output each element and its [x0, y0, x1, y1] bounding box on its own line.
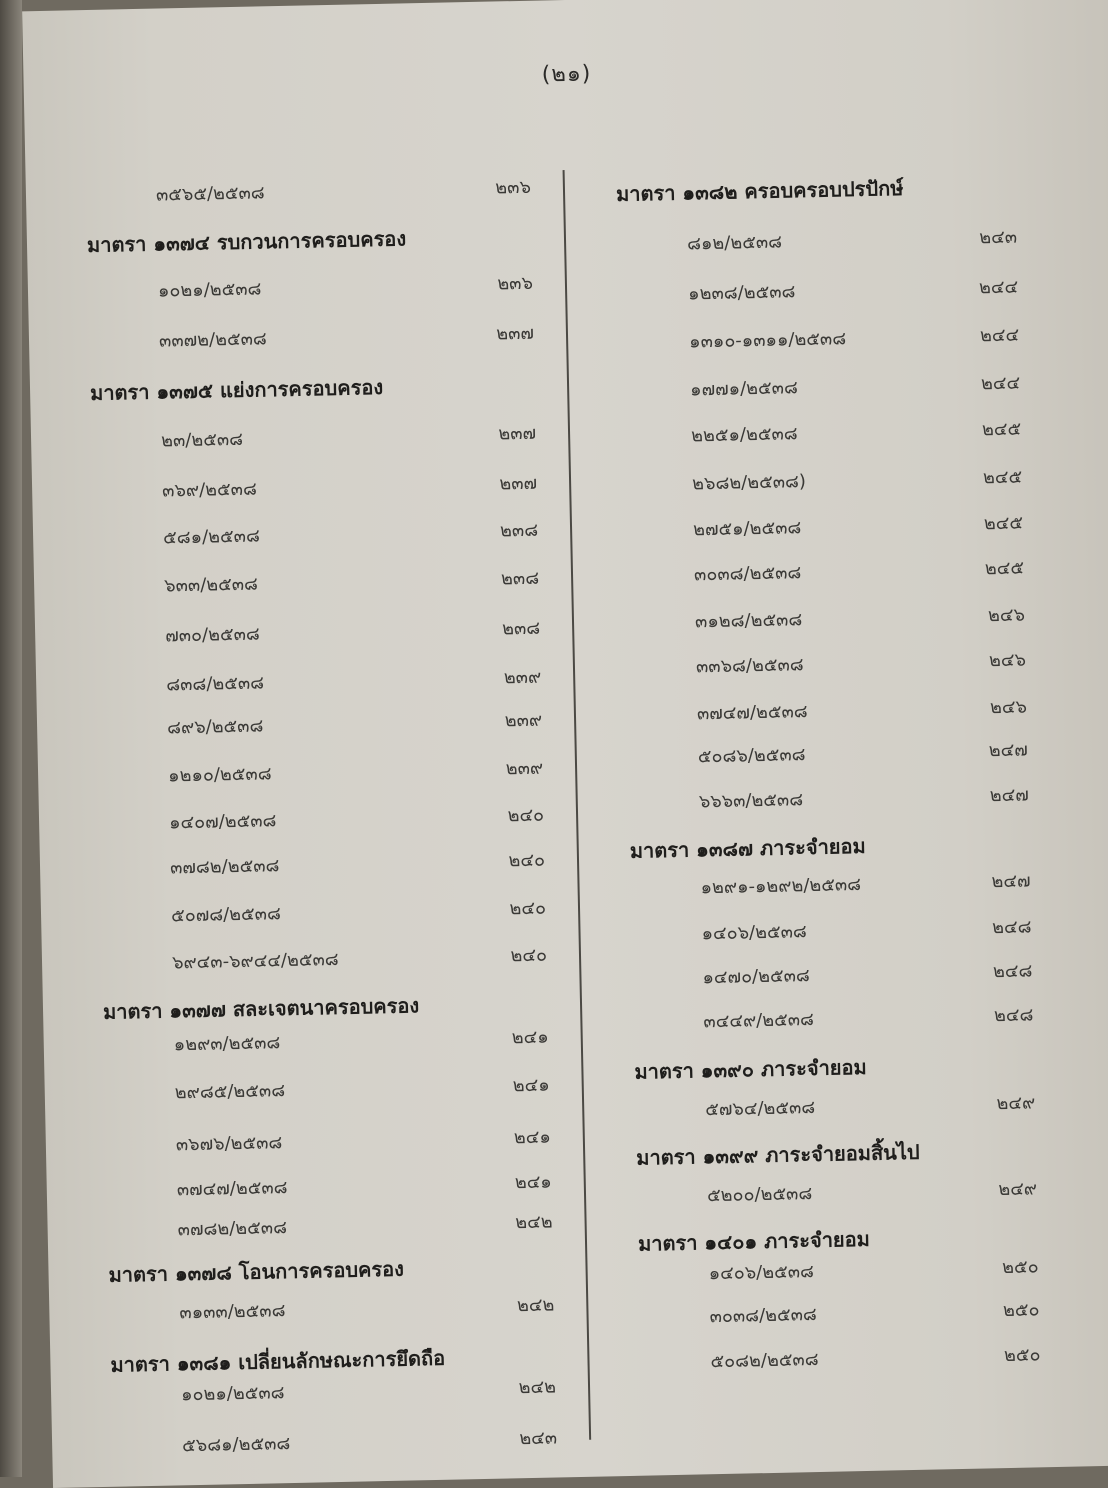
- column-divider: [563, 170, 592, 1440]
- case-reference: ๓๑๒๘/๒๕๓๘: [694, 609, 803, 633]
- case-reference: ๑๗๗๑/๒๕๓๘: [689, 377, 799, 401]
- page-ref: ๒๓๙: [503, 666, 542, 689]
- index-entry: [156, 173, 532, 211]
- page-ref: ๒๔๑: [514, 1171, 552, 1194]
- index-entry: [174, 1071, 550, 1109]
- index-entry: [701, 912, 1032, 949]
- index-entry: [173, 1023, 549, 1061]
- index-entry: [699, 780, 1030, 817]
- index-entry: [171, 894, 547, 932]
- page-ref: ๒๕๐: [1003, 1344, 1041, 1367]
- page-ref: ๒๓๖: [497, 272, 534, 295]
- page-ref: ๒๓๘: [500, 567, 540, 590]
- section-heading: มาตรา ๑๓๗๗ สละเจตนาครอบครอง: [102, 993, 420, 1024]
- section-heading: มาตรา ๑๔๐๑ ภาระจำยอม: [637, 1226, 871, 1256]
- page-ref: ๒๔๐: [507, 804, 545, 827]
- index-page: [22, 0, 1108, 1488]
- case-reference: ๓๕๖๕/๒๕๓๘: [155, 182, 265, 206]
- index-entry: [166, 663, 542, 701]
- page-ref: ๒๔๕: [981, 418, 1022, 441]
- index-entry: [688, 273, 1019, 310]
- index-entry: [181, 1372, 557, 1410]
- case-reference: ๑๐๒๑/๒๕๓๘: [157, 278, 262, 302]
- page-ref: ๒๔๗: [988, 739, 1029, 762]
- page-ref: ๒๔๙: [998, 1178, 1038, 1201]
- case-reference: ๖๓๓/๒๕๓๘: [163, 573, 259, 597]
- index-entry: [177, 1208, 553, 1246]
- page-ref: ๒๔๘: [992, 960, 1033, 983]
- page-ref: ๒๓๗: [499, 472, 538, 495]
- section-heading: มาตรา ๑๓๗๕ แย่งการครอบครอง: [89, 374, 384, 406]
- page-ref: ๒๔๒: [518, 1376, 557, 1399]
- index-entry: [177, 1168, 553, 1206]
- page-ref: ๒๔๔: [980, 372, 1021, 395]
- section-heading: มาตรา ๑๓๗๔ รบกวนการครอบครอง: [86, 226, 407, 258]
- page-ref: ๒๓๙: [504, 709, 543, 732]
- case-reference: ๑๒๙๓/๒๕๓๘: [173, 1032, 281, 1056]
- index-entry: [176, 1123, 552, 1161]
- case-reference: ๓๐๓๘/๒๕๓๘: [693, 562, 802, 586]
- index-entry: [164, 564, 540, 602]
- index-entry: [182, 1423, 558, 1461]
- case-reference: ๓๔๔๙/๒๕๓๘: [703, 1009, 815, 1033]
- section-heading: มาตรา ๑๓๙๙ ภาระจำยอมสิ้นไป: [636, 1139, 920, 1170]
- case-reference: ๕๒๐๐/๒๕๓๘: [706, 1183, 813, 1207]
- case-reference: ๒๓/๒๕๓๘: [160, 428, 244, 452]
- index-entry: [710, 1340, 1041, 1377]
- index-entry: [172, 941, 548, 979]
- case-reference: ๓๖๙/๒๕๓๘: [161, 478, 258, 502]
- page-ref: ๒๔๗: [989, 784, 1029, 807]
- case-reference: ๗๓๐/๒๕๓๘: [165, 623, 261, 647]
- case-reference: ๑๔๐๖/๒๕๓๘: [701, 921, 808, 945]
- page-ref: ๒๔๑: [513, 1126, 552, 1149]
- index-entry: [705, 1088, 1036, 1125]
- page-ref: ๒๔๒: [516, 1294, 555, 1317]
- case-reference: ๕๘๑/๒๕๓๘: [162, 525, 261, 549]
- case-reference: ๖๖๖๓/๒๕๓๘: [698, 789, 804, 813]
- case-reference: ๓๗๔๗/๒๕๓๘: [696, 701, 808, 725]
- case-reference: ๑๔๐๗/๒๕๓๘: [168, 810, 277, 834]
- case-reference: ๓๓๖๘/๒๕๓๘: [695, 654, 804, 678]
- case-reference: ๒๙๘๕/๒๕๓๘: [174, 1080, 286, 1104]
- case-reference: ๕๖๘๑/๒๕๓๘: [181, 1433, 291, 1457]
- index-entry: [697, 692, 1028, 729]
- page-ref: ๒๔๖: [989, 696, 1028, 719]
- page-ref: ๒๓๘: [501, 617, 541, 640]
- index-entry: [698, 735, 1029, 772]
- index-entry: [168, 754, 544, 792]
- case-reference: ๑๒๓๘/๒๕๓๘: [687, 281, 796, 305]
- page-ref: ๒๔๑: [511, 1026, 549, 1049]
- page-number: (๒๑): [541, 61, 592, 88]
- case-reference: ๓๗๔๗/๒๕๓๘: [176, 1177, 288, 1201]
- index-entry: [163, 516, 539, 554]
- page-ref: ๒๔๗: [991, 870, 1031, 893]
- index-entry: [695, 601, 1026, 638]
- index-entry: [687, 223, 1018, 260]
- case-reference: ๓๗๘๒/๒๕๓๘: [177, 1217, 288, 1241]
- index-entry: [702, 956, 1033, 993]
- index-entry: [165, 614, 541, 652]
- page-ref: ๒๔๙: [996, 1092, 1036, 1115]
- index-entry: [692, 463, 1023, 500]
- case-reference: ๓๓๗๒/๒๕๓๘: [158, 328, 268, 352]
- page-ref: ๒๓๘: [499, 519, 539, 542]
- index-entry: [689, 321, 1020, 358]
- page-ref: ๒๔๔: [978, 276, 1019, 299]
- page-ref: ๒๔๐: [510, 944, 548, 967]
- index-entry: [693, 509, 1024, 546]
- index-entry: [703, 1000, 1034, 1037]
- page-ref: ๒๓๗: [498, 422, 537, 445]
- case-reference: ๓๑๓๓/๒๕๓๘: [179, 1300, 286, 1324]
- index-entry: [170, 846, 546, 884]
- index-entry: [707, 1174, 1038, 1211]
- index-entry: [690, 369, 1021, 406]
- case-reference: ๒๒๕๑/๒๕๓๘: [690, 423, 798, 447]
- index-entry: [691, 415, 1022, 452]
- left-column: [82, 1, 558, 1457]
- index-entry: [169, 801, 545, 839]
- page-ref: ๒๓๙: [505, 757, 544, 780]
- page-ref: ๒๔๐: [508, 849, 546, 872]
- case-reference: ๓๐๓๘/๒๕๓๘: [709, 1304, 818, 1328]
- case-reference: ๓๖๗๖/๒๕๓๘: [175, 1132, 283, 1156]
- case-reference: ๑๔๗๐/๒๕๓๘: [702, 965, 811, 989]
- case-reference: ๘๓๘/๒๕๓๘: [166, 672, 265, 696]
- index-entry: [162, 469, 538, 507]
- case-reference: ๕๐๗๘/๒๕๓๘: [170, 903, 282, 927]
- case-reference: ๕๐๘๒/๒๕๓๘: [710, 1348, 819, 1373]
- case-reference: ๒๗๕๑/๒๕๓๘: [692, 517, 802, 541]
- index-entry: [161, 419, 537, 457]
- index-entry: [694, 554, 1025, 591]
- index-entry: [700, 866, 1031, 903]
- index-entry: [708, 1252, 1039, 1289]
- page-ref: ๒๔๔: [979, 324, 1020, 347]
- case-reference: ๑๓๑๐-๑๓๑๑/๒๕๓๘: [688, 328, 847, 353]
- case-reference: ๕๐๘๖/๒๕๓๘: [697, 744, 806, 768]
- page-ref: ๒๔๘: [991, 916, 1032, 939]
- section-heading: มาตรา ๑๓๙๐ ภาระจำยอม: [634, 1054, 867, 1084]
- page-ref: ๒๔๑: [512, 1074, 550, 1097]
- page-ref: ๒๔๕: [982, 466, 1023, 489]
- case-reference: ๑๒๙๑-๑๒๙๒/๒๕๓๘: [700, 873, 862, 899]
- section-heading: มาตรา ๑๓๘๑ เปลี่ยนลักษณะการยึดถือ: [110, 1345, 446, 1377]
- page-ref: ๒๔๓: [979, 226, 1018, 249]
- page-ref: ๒๔๖: [987, 604, 1026, 627]
- page-ref: ๒๔๒: [515, 1211, 553, 1234]
- page-ref: ๒๔๓: [519, 1427, 558, 1450]
- section-heading: มาตรา ๑๓๘๗ ภาระจำยอม: [629, 833, 866, 863]
- page-ref: ๒๔๕: [984, 557, 1025, 580]
- page-ref: ๒๕๐: [1001, 1256, 1039, 1279]
- case-reference: ๒๖๘๒/๒๕๓๘): [691, 471, 807, 495]
- page-ref: ๒๔๐: [509, 897, 547, 920]
- section-heading: มาตรา ๑๓๘๒ ครอบครอบปรปักษ์: [615, 175, 904, 206]
- case-reference: ๑๒๑๐/๒๕๓๘: [167, 763, 272, 787]
- case-reference: ๖๙๔๓-๖๙๔๔/๒๕๓๘: [171, 948, 339, 974]
- page-ref: ๒๔๕: [983, 512, 1024, 535]
- index-entry: [179, 1291, 555, 1329]
- page-ref: ๒๓๖: [495, 176, 532, 199]
- case-reference: ๕๗๖๔/๒๕๓๘: [705, 1097, 816, 1121]
- case-reference: ๑๔๐๖/๒๕๓๘: [708, 1261, 815, 1285]
- case-reference: ๑๐๒๑/๒๕๓๘: [180, 1382, 285, 1406]
- index-entry: [159, 319, 535, 357]
- index-entry: [696, 645, 1027, 682]
- index-entry: [167, 706, 543, 744]
- case-reference: ๓๗๘๒/๒๕๓๘: [169, 855, 280, 879]
- page-ref: ๒๓๗: [496, 322, 535, 345]
- page-ref: ๒๕๐: [1002, 1299, 1040, 1322]
- section-heading: มาตรา ๑๓๗๘ โอนการครอบครอง: [108, 1256, 405, 1287]
- case-reference: ๘๙๖/๒๕๓๘: [166, 715, 264, 739]
- case-reference: ๘๑๒/๒๕๓๘: [686, 231, 783, 255]
- page-ref: ๒๔๘: [993, 1004, 1034, 1027]
- page-ref: ๒๔๖: [988, 649, 1027, 672]
- index-entry: [158, 269, 534, 307]
- index-entry: [709, 1295, 1040, 1332]
- facing-page-edge: [0, 0, 22, 1477]
